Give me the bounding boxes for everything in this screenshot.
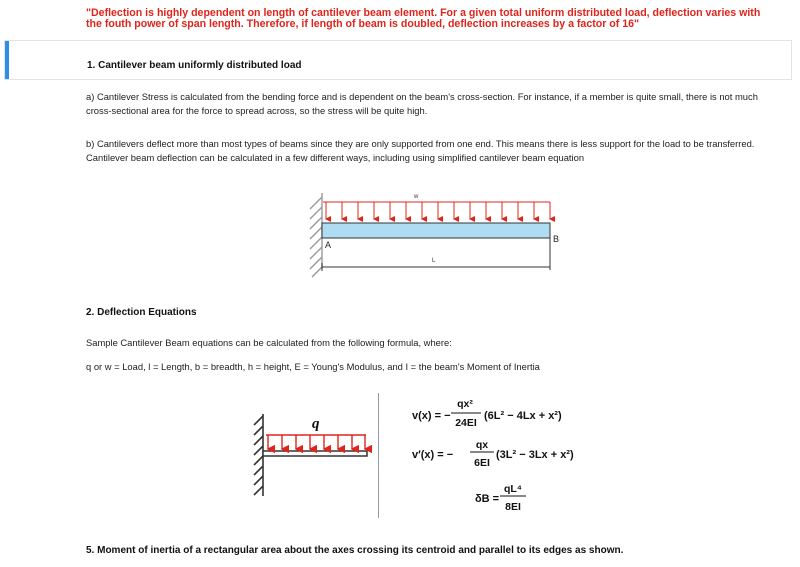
length-label: L xyxy=(432,258,436,264)
eq1-numerator: qx² xyxy=(457,398,473,410)
uniform-load-arrows xyxy=(266,435,366,449)
eq3-numerator: qL⁴ xyxy=(503,483,523,495)
beam xyxy=(322,223,550,238)
fixed-support-hatch xyxy=(310,193,322,277)
eq1-rhs: (6L² − 4Lx + x²) xyxy=(484,410,562,422)
load-label-w: w xyxy=(414,194,419,200)
paragraph-b: b) Cantilevers deflect more than most types of beams since they are only supported from one end. This means there is less support for the load to be transferred. Cantilever beam deflection can be calculated in a few different ways, including using simplified cantilever beam equation xyxy=(86,138,755,163)
eq2-lhs: v′(x) = − xyxy=(412,449,454,461)
cantilever-q-diagram xyxy=(248,408,378,498)
beam-2 xyxy=(263,451,367,456)
section-1-title: 1. Cantilever beam uniformly distributed load xyxy=(87,60,302,71)
cantilever-udl-diagram xyxy=(300,185,590,280)
vertical-divider xyxy=(378,393,379,518)
deflection-equations xyxy=(395,392,625,522)
wall-hatch xyxy=(254,414,263,496)
load-label-q: q xyxy=(312,416,320,432)
eq2-denominator: 6EI xyxy=(474,457,490,469)
eq2-numerator: qx xyxy=(475,439,489,451)
length-dimension xyxy=(322,238,550,271)
eq2-rhs: (3L² − 3Lx + x²) xyxy=(496,449,574,461)
distributed-load-arrows xyxy=(323,202,550,219)
section-5-title: 5. Moment of inertia of a rectangular area about the axes crossing its centroid and parallel to its edges as shown. xyxy=(86,545,624,556)
variables-definition: q or w = Load, l = Length, b = breadth, h = height, E = Young's Modulus, and I = the beam's Moment of Inertia xyxy=(86,361,540,372)
eq1-lhs: v(x) = − xyxy=(412,410,451,422)
section-2-title: 2. Deflection Equations xyxy=(86,307,197,318)
section-accent-bar xyxy=(5,41,9,79)
section-1-card xyxy=(4,40,792,80)
point-b-label: B xyxy=(553,234,560,244)
eq1-denominator: 24EI xyxy=(455,417,477,429)
eq3-lhs: δB = xyxy=(475,493,500,505)
point-a-label: A xyxy=(325,240,332,250)
deflection-quote: "Deflection is highly dependent on length of cantilever beam element. For a given total uniform distributed load, deflection varies with the fouth power of span length. Therefore, if length of beam is doubled, deflection increases by a factor of 16" xyxy=(86,7,761,30)
section-2-intro: Sample Cantilever Beam equations can be calculated from the following formula, where: xyxy=(86,337,452,348)
eq3-denominator: 8EI xyxy=(505,501,521,513)
paragraph-a: a) Cantilever Stress is calculated from the bending force and is dependent on the beam's cross-section. For instance, if a member is quite small, there is not much cross-sectional area for the force to spread across, so the stress will be quite high. xyxy=(86,91,758,116)
